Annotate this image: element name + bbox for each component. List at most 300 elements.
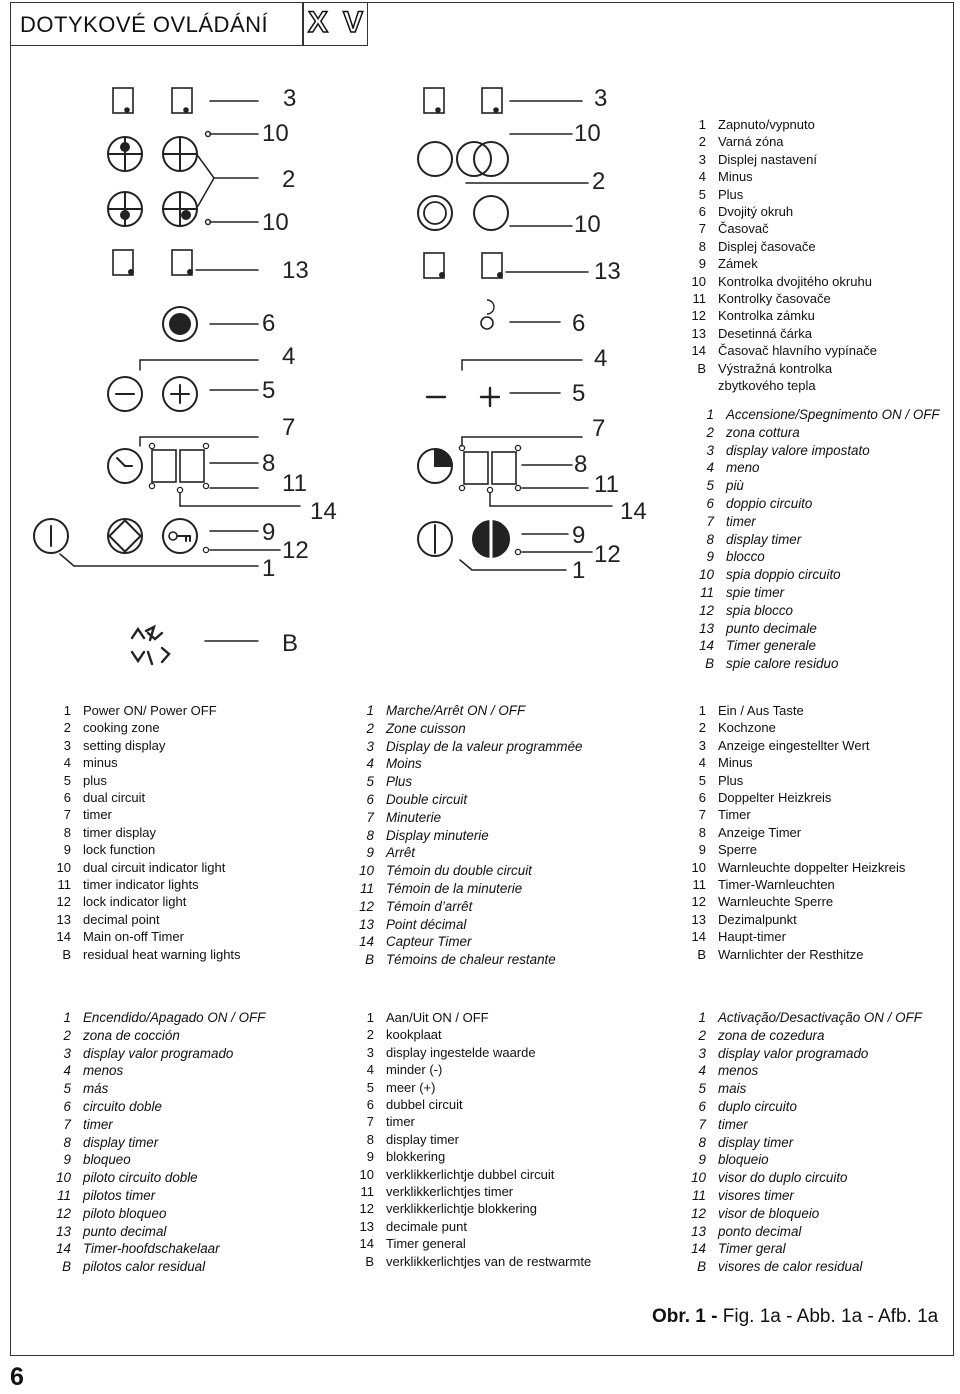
legend-item-label: piloto circuito doble — [83, 1170, 198, 1186]
legend-item — [45, 1134, 265, 1152]
legend-item-label: más — [83, 1081, 109, 1097]
legend-item-label: verklikkerlichtjes timer — [386, 1184, 514, 1200]
legend-item-number: 9 — [698, 1152, 706, 1168]
callout-number: 6 — [262, 310, 276, 337]
legend-item — [348, 916, 583, 934]
legend-item-label: dual circuit — [83, 790, 146, 806]
legend-item-number: 3 — [698, 737, 706, 753]
legend-item — [348, 809, 583, 827]
legend-czech — [680, 116, 877, 395]
legend-item-number: 1 — [63, 703, 71, 718]
legend-item-label: dual circuit indicator light — [83, 859, 226, 875]
legend-item-number: 9 — [366, 1149, 374, 1165]
legend-item-number: 9 — [366, 845, 374, 861]
legend-item — [680, 737, 905, 754]
legend-item-label: zbytkového tepla — [718, 378, 816, 394]
model-mark-x: X — [308, 6, 329, 39]
cooking-zone-icon — [108, 137, 197, 226]
legend-item-label: blocco — [726, 549, 765, 565]
legend-item — [680, 203, 877, 220]
callout-number: B — [282, 630, 299, 657]
legend-item — [688, 531, 940, 549]
legend-item-number: 9 — [698, 842, 706, 858]
lock-function-icon — [473, 520, 509, 558]
callout-number: 7 — [592, 415, 606, 442]
legend-item — [680, 116, 877, 133]
legend-item — [680, 772, 905, 789]
plus-icon — [163, 377, 197, 411]
legend-item-label: display timer — [83, 1134, 159, 1150]
legend-item — [680, 1187, 922, 1205]
legend-item — [45, 1169, 265, 1187]
legend-item — [688, 637, 940, 655]
legend-item-number: 10 — [359, 863, 374, 879]
callout-number: 12 — [282, 537, 309, 564]
legend-item — [680, 876, 905, 893]
callout-number: 8 — [574, 451, 588, 478]
legend-item-number: 6 — [698, 790, 706, 806]
legend-item-label: visor de bloqueio — [718, 1205, 820, 1221]
legend-item — [45, 876, 241, 893]
legend-item-number: 13 — [691, 1223, 706, 1239]
legend-item-label: Displej časovače — [718, 238, 816, 254]
legend-item-label: Doppelter Heizkreis — [718, 790, 832, 806]
legend-item — [45, 1205, 265, 1223]
plus-icon — [481, 388, 499, 406]
legend-item-label: Warnleuchte doppelter Heizkreis — [718, 859, 906, 875]
legend-item — [680, 1169, 922, 1187]
legend-portuguese — [680, 1009, 922, 1276]
legend-item-label: Arrêt — [386, 845, 416, 861]
timer-display-icon — [152, 450, 176, 482]
legend-item-number: 4 — [698, 169, 706, 185]
legend-item-number: 9 — [706, 549, 714, 565]
legend-item-label: kookplaat — [386, 1027, 442, 1043]
legend-item-label: timer — [83, 807, 112, 823]
legend-item — [348, 755, 583, 773]
legend-item-label: Časovač hlavního vypínače — [718, 343, 877, 359]
legend-item-number: 5 — [698, 186, 706, 202]
legend-item-label: minder (-) — [386, 1062, 443, 1078]
legend-item — [680, 1240, 922, 1258]
legend-item-number: 4 — [63, 1063, 71, 1079]
legend-item-label: Point décimal — [386, 916, 467, 932]
legend-item-label: Display de la valeur programmée — [386, 738, 583, 754]
legend-item-label: Témoin du double circuit — [386, 863, 532, 879]
legend-item-number: 2 — [698, 134, 706, 150]
legend-item-number: 10 — [691, 859, 706, 875]
legend-item-label: Displej nastavení — [718, 151, 817, 167]
legend-item-number: 2 — [63, 720, 71, 736]
legend-item-label: Kontrolka dvojitého okruhu — [718, 273, 872, 289]
legend-item-number: 14 — [699, 638, 714, 654]
legend-item — [688, 513, 940, 531]
legend-item-number: 13 — [56, 1223, 71, 1239]
legend-item-label: Témoin d’arrêt — [386, 898, 473, 914]
legend-item — [45, 772, 241, 789]
page-number: 6 — [10, 1363, 24, 1391]
legend-item-number: 11 — [692, 877, 706, 893]
legend-item-label: spia blocco — [726, 602, 793, 618]
legend-item-number: 2 — [698, 720, 706, 736]
legend-item-label: spie calore residuo — [726, 656, 839, 672]
legend-item — [348, 1079, 591, 1096]
legend-item-label: lock indicator light — [83, 894, 187, 910]
setting-display-icon — [113, 88, 133, 113]
legend-item-label: Zapnuto/vypnuto — [718, 117, 815, 132]
legend-item — [45, 946, 241, 963]
legend-item-label: Varná zóna — [718, 134, 784, 150]
legend-item-label: display valor programado — [83, 1045, 234, 1061]
legend-item-number: 5 — [698, 772, 706, 788]
legend-item-number: 2 — [366, 1027, 374, 1043]
legend-item-number: 11 — [692, 1187, 706, 1203]
legend-item — [680, 307, 877, 324]
legend-item-label: circuito doble — [83, 1098, 162, 1114]
legend-item — [45, 754, 241, 771]
legend-item-label: Desetinná čárka — [718, 325, 812, 341]
legend-item-number: 13 — [56, 911, 71, 927]
legend-item — [348, 1166, 591, 1183]
legend-item-number: B — [697, 360, 706, 376]
legend-item-label: Display minuterie — [386, 827, 489, 843]
legend-item-number: 11 — [700, 584, 714, 600]
legend-item-label: visores de calor residual — [718, 1259, 863, 1275]
legend-item-number: 12 — [56, 894, 71, 910]
legend-item — [45, 928, 241, 945]
legend-item-label: Plus — [718, 186, 744, 202]
legend-item-label: dubbel circuit — [386, 1097, 463, 1113]
legend-item — [45, 1062, 265, 1080]
legend-item-label: menos — [83, 1063, 124, 1079]
legend-item — [348, 1009, 591, 1026]
legend-item-number: 9 — [698, 256, 706, 272]
legend-item-number: 1 — [63, 1010, 71, 1025]
legend-item-label: residual heat warning lights — [83, 946, 241, 962]
legend-item-number: 2 — [63, 1027, 71, 1043]
legend-item — [680, 1223, 922, 1241]
legend-item-label: timer — [83, 1116, 113, 1132]
legend-item-label: Témoin de la minuterie — [386, 880, 523, 896]
legend-item-label: ponto decimal — [718, 1223, 802, 1239]
legend-item-number: 2 — [366, 720, 374, 736]
callout-number: 5 — [262, 377, 276, 404]
legend-item-number: 4 — [698, 1063, 706, 1079]
legend-item-number: 10 — [691, 273, 706, 289]
legend-item-number: 10 — [56, 859, 71, 875]
legend-item-number: 4 — [698, 755, 706, 771]
legend-english — [45, 702, 241, 963]
legend-item-number: 14 — [359, 934, 374, 950]
timer-icon — [108, 449, 142, 483]
legend-item-label: display timer — [718, 1134, 794, 1150]
legend-item — [680, 1009, 922, 1027]
legend-item-label: verklikkerlichtje blokkering — [386, 1201, 537, 1217]
callout-number: 8 — [262, 450, 276, 477]
legend-item-label: Capteur Timer — [386, 934, 472, 950]
legend-item — [348, 844, 583, 862]
legend-item-label: Témoins de chaleur restante — [386, 952, 556, 968]
legend-item-number: B — [62, 946, 71, 962]
legend-item-label: Marche/Arrêt ON / OFF — [386, 703, 526, 718]
callout-number: 4 — [594, 345, 608, 372]
legend-item-number: 6 — [366, 1097, 374, 1113]
legend-item-label: Zone cuisson — [386, 720, 466, 736]
legend-item — [680, 911, 905, 928]
legend-item-label: plus — [83, 772, 107, 788]
legend-item — [348, 1096, 591, 1113]
legend-item-number: 11 — [57, 1187, 71, 1203]
legend-item-number: 10 — [691, 1170, 706, 1186]
legend-item-label: display ingestelde waarde — [386, 1044, 536, 1060]
legend-item-label: pilotos calor residual — [83, 1259, 206, 1275]
legend-item — [45, 841, 241, 858]
legend-item-label: Kontrolky časovače — [718, 291, 831, 307]
legend-item-label: timer — [386, 1114, 415, 1130]
callout-number: 1 — [572, 557, 586, 584]
legend-item-label: Timer general — [386, 1236, 466, 1252]
callout-number: 9 — [262, 519, 276, 546]
legend-item-number: 4 — [706, 460, 714, 476]
legend-item-label: Aan/Uit ON / OFF — [386, 1010, 489, 1025]
legend-item — [45, 1258, 265, 1276]
legend-item — [688, 566, 940, 584]
power-icon — [418, 522, 452, 556]
legend-item — [348, 720, 583, 738]
legend-item-label: Haupt-timer — [718, 929, 786, 945]
legend-item-number: 14 — [691, 929, 706, 945]
legend-item — [348, 880, 583, 898]
legend-item-label: decimal point — [83, 911, 160, 927]
legend-item — [680, 342, 877, 359]
legend-item-label: blokkering — [386, 1149, 446, 1165]
dual-circuit-icon — [481, 300, 494, 329]
legend-item-label: display valor programado — [718, 1045, 869, 1061]
legend-item-number: 11 — [57, 877, 71, 893]
legend-item-label: Sperre — [718, 842, 758, 858]
legend-item-label: Encendido/Apagado ON / OFF — [83, 1010, 266, 1025]
legend-item-number: 6 — [706, 495, 714, 511]
legend-french — [348, 702, 583, 969]
legend-item-number: 3 — [366, 738, 374, 754]
legend-item-label: bloqueo — [83, 1152, 131, 1168]
legend-item-number: 1 — [366, 703, 374, 718]
legend-item-number: 7 — [698, 807, 706, 823]
legend-item — [688, 602, 940, 620]
legend-item-label: verklikkerlichtjes van de restwarmte — [386, 1253, 592, 1269]
legend-item — [348, 933, 583, 951]
legend-item-label: visores timer — [718, 1187, 794, 1203]
legend-item — [348, 1253, 591, 1270]
legend-item-number: 14 — [691, 343, 706, 359]
legend-item-number: 8 — [63, 1134, 71, 1150]
legend-item — [348, 1061, 591, 1078]
legend-item — [680, 754, 905, 771]
legend-item-number: 12 — [691, 308, 706, 324]
legend-item — [688, 655, 940, 673]
legend-item-number: 13 — [359, 916, 374, 932]
legend-item-label: visor do duplo circuito — [718, 1170, 848, 1186]
legend-item — [680, 702, 905, 719]
figure-caption-rest: Fig. 1a - Abb. 1a - Afb. 1a — [717, 1306, 939, 1327]
legend-item-number: 11 — [360, 880, 374, 896]
legend-item-number: 11 — [360, 1184, 374, 1200]
legend-item — [688, 442, 940, 460]
legend-item-label: setting display — [83, 737, 166, 753]
legend-item-label: Timer — [718, 807, 751, 823]
legend-item-label: Accensione/Spegnimento ON / OFF — [726, 407, 940, 422]
legend-item — [680, 1134, 922, 1152]
legend-item-number: 6 — [63, 790, 71, 806]
legend-item — [688, 584, 940, 602]
legend-item-label: Power ON/ Power OFF — [83, 703, 217, 718]
legend-item — [688, 406, 940, 424]
legend-item-number: 10 — [699, 567, 714, 583]
callout-number: 14 — [620, 498, 647, 525]
legend-item-label: Plus — [386, 774, 413, 790]
legend-item-label: Timer generale — [726, 638, 816, 654]
legend-italian — [688, 406, 940, 673]
legend-item — [45, 859, 241, 876]
legend-item-label: timer — [718, 1116, 748, 1132]
legend-item — [45, 824, 241, 841]
legend-item-label: Minus — [718, 755, 753, 771]
callout-number: 10 — [262, 120, 289, 147]
legend-item-number: 14 — [691, 1241, 706, 1257]
legend-item-label: bloqueio — [718, 1152, 769, 1168]
legend-item-number: 1 — [366, 1010, 374, 1025]
legend-item-label: Zámek — [718, 256, 758, 272]
legend-item — [45, 737, 241, 754]
legend-german — [680, 702, 905, 963]
callout-number: 1 — [262, 555, 276, 582]
legend-item-number: 14 — [56, 929, 71, 945]
legend-item-label: pilotos timer — [83, 1187, 156, 1203]
legend-item — [348, 1148, 591, 1165]
legend-item-number: 8 — [698, 824, 706, 840]
legend-item-number: 12 — [56, 1205, 71, 1221]
legend-item-number: 8 — [366, 827, 374, 843]
callout-number: 10 — [262, 209, 289, 236]
legend-item-number: 3 — [366, 1044, 374, 1060]
legend-item-label: display timer — [386, 1131, 459, 1147]
legend-dutch — [348, 1009, 591, 1270]
legend-item — [45, 1098, 265, 1116]
legend-item — [45, 1045, 265, 1063]
legend-item-label: doppio circuito — [726, 495, 813, 511]
legend-item — [348, 738, 583, 756]
legend-item-label: Main on-off Timer — [83, 929, 184, 945]
legend-item-number: 12 — [699, 602, 714, 618]
page-title: DOTYKOVÉ OVLÁDÁNÍ — [20, 12, 269, 37]
legend-item — [680, 789, 905, 806]
legend-item — [680, 1151, 922, 1169]
legend-item — [688, 495, 940, 513]
legend-item-number: 1 — [698, 703, 706, 718]
legend-item-label: Dvojitý okruh — [718, 204, 794, 220]
legend-item — [680, 290, 877, 307]
legend-item-label: Anzeige eingestellter Wert — [718, 737, 870, 753]
legend-item-label: Timer-Warnleuchten — [718, 877, 835, 893]
callout-number: 9 — [572, 522, 586, 549]
callout-number: 3 — [283, 85, 297, 112]
legend-item-number: 5 — [366, 774, 374, 790]
callout-number: 12 — [594, 541, 621, 568]
callout-number: 7 — [282, 414, 296, 441]
legend-item-number: 3 — [706, 442, 714, 458]
legend-item-number: 10 — [56, 1170, 71, 1186]
legend-item — [348, 862, 583, 880]
legend-item-label: timer display — [83, 824, 156, 840]
legend-item — [680, 928, 905, 945]
legend-item-number: 8 — [706, 531, 714, 547]
lock-function-icon — [108, 519, 142, 553]
timer-icon — [418, 449, 452, 483]
legend-item — [348, 898, 583, 916]
legend-item-number: 13 — [359, 1218, 374, 1234]
legend-item-label: menos — [718, 1063, 759, 1079]
legend-item-label: zona cottura — [726, 424, 800, 440]
callout-number: 13 — [594, 258, 621, 285]
legend-item-label: Plus — [718, 772, 744, 788]
figure-caption — [652, 1306, 938, 1328]
legend-item-label: zona de cocción — [83, 1027, 180, 1043]
legend-item-number: 9 — [63, 842, 71, 858]
legend-item — [680, 168, 877, 185]
legend-item — [680, 325, 877, 342]
legend-item — [45, 719, 241, 736]
legend-item-number: 14 — [359, 1236, 374, 1252]
legend-item-label: timer — [726, 513, 756, 529]
legend-item-number: 7 — [706, 513, 714, 529]
legend-item-number: 2 — [706, 424, 714, 440]
legend-item-number: 7 — [366, 809, 374, 825]
legend-item-number: 14 — [56, 1241, 71, 1257]
legend-item — [348, 1183, 591, 1200]
legend-item — [680, 841, 905, 858]
legend-item-number: 8 — [366, 1131, 374, 1147]
legend-item-label: Kochzone — [718, 720, 776, 736]
legend-item-number: 9 — [63, 1152, 71, 1168]
legend-item-label: punto decimal — [83, 1223, 167, 1239]
legend-item — [348, 951, 583, 969]
legend-item — [45, 1009, 265, 1027]
legend-item-number: 6 — [366, 791, 374, 807]
legend-item — [45, 1116, 265, 1134]
legend-item — [348, 1044, 591, 1061]
legend-item — [680, 806, 905, 823]
legend-item — [45, 702, 241, 719]
legend-item — [680, 1045, 922, 1063]
legend-item-label: Minus — [718, 169, 753, 185]
legend-item — [680, 273, 877, 290]
setting-display-icon — [172, 88, 192, 113]
legend-item-label: Timer geral — [718, 1241, 786, 1257]
legend-item — [45, 806, 241, 823]
legend-item-label: timer indicator lights — [83, 877, 199, 893]
legend-item — [45, 911, 241, 928]
legend-item-number: 4 — [366, 1062, 374, 1078]
legend-item-label: spia doppio circuito — [726, 567, 841, 583]
legend-item-number: 5 — [63, 772, 71, 788]
callout-number: 3 — [594, 85, 608, 112]
legend-item-number: 6 — [698, 204, 706, 220]
power-icon — [34, 519, 68, 553]
legend-item-label: Dezimalpunkt — [718, 911, 797, 927]
callout-number: 10 — [574, 120, 601, 147]
callout-number: 2 — [592, 168, 606, 195]
callout-number: 2 — [282, 166, 296, 193]
